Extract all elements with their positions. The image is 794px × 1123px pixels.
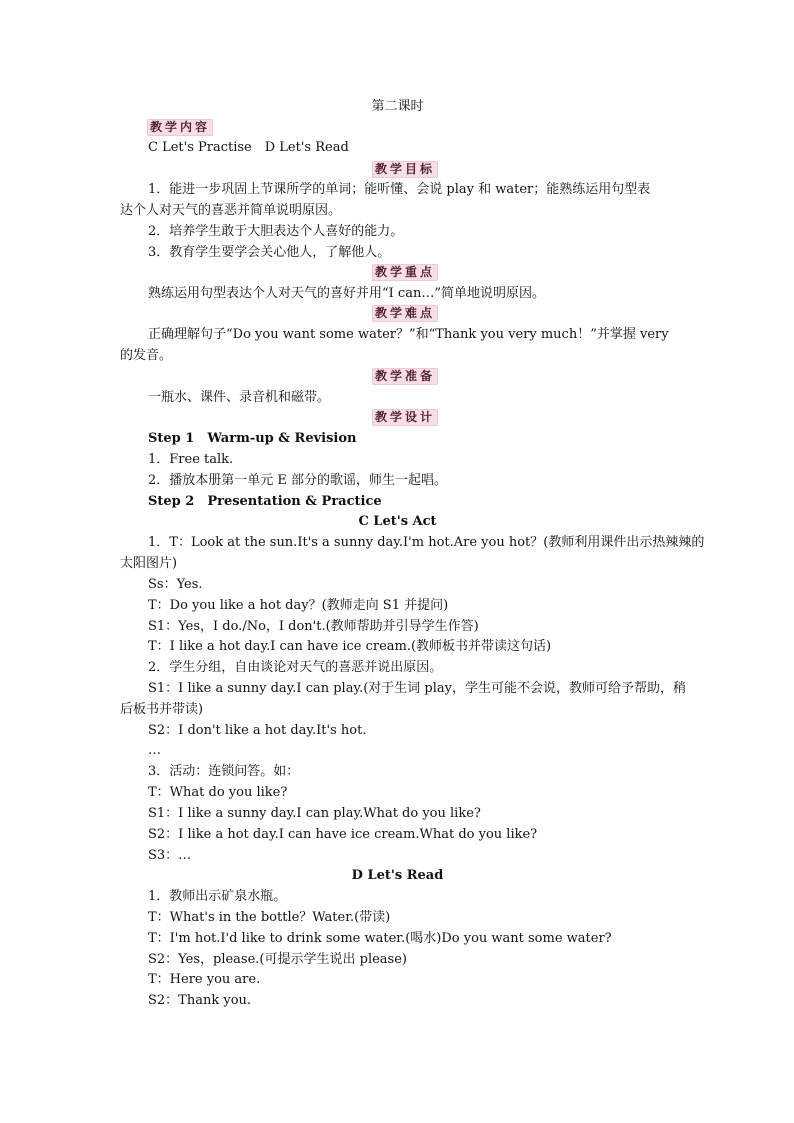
goal-line: 达个人对天气的喜恶并简单说明原因。 xyxy=(120,203,342,218)
difficult-line: 的发音。 xyxy=(120,348,173,363)
c-line: 3．活动：连锁问答。如： xyxy=(148,764,300,779)
section-d-heading: D Let's Read xyxy=(351,868,444,883)
d-line: T：What's in the bottle？Water.(带读) xyxy=(148,910,391,925)
difficult-badge: 教学难点 xyxy=(372,305,438,322)
content-text: C Let's Practise D Let's Read xyxy=(148,140,349,155)
c-line: S1：Yes，I do./No，I don't.(教师帮助并引导学生作答) xyxy=(148,619,479,634)
c-line: 后板书并带读) xyxy=(120,702,204,717)
key-badge: 教学重点 xyxy=(372,264,438,281)
c-line: S2：I don't like a hot day.It's hot. xyxy=(148,723,367,738)
content-badge: 教学内容 xyxy=(147,119,213,136)
step2-heading: Step 2 Presentation & Practice xyxy=(148,494,382,509)
prep-text: 一瓶水、课件、录音机和磁带。 xyxy=(148,390,331,405)
prep-badge: 教学准备 xyxy=(372,368,438,385)
goal-line: 1．能进一步巩固上节课所学的单词；能听懂、会说 play 和 water；能熟练运用句型表 xyxy=(148,182,651,197)
c-line: S1：I like a sunny day.I can play.(对于生词 play，学生可能不会说，教师可给予帮助，稍 xyxy=(148,681,686,696)
section-c-heading: C Let's Act xyxy=(358,514,437,529)
goal-line: 2．培养学生敢于大胆表达个人喜好的能力。 xyxy=(148,224,404,239)
c-line: S1：I like a sunny day.I can play.What do you like? xyxy=(148,806,481,821)
design-badge: 教学设计 xyxy=(372,409,438,426)
step1-item: 2．播放本册第一单元 E 部分的歌谣，师生一起唱。 xyxy=(148,473,448,488)
c-line: … xyxy=(148,743,161,758)
c-line: T：Do you like a hot day？(教师走向 S1 并提问) xyxy=(148,598,449,613)
d-line: T：I'm hot.I'd like to drink some water.(喝水)Do you want some water? xyxy=(148,931,612,946)
c-line: S2：I like a hot day.I can have ice cream.What do you like? xyxy=(148,827,538,842)
c-line: T：I like a hot day.I can have ice cream.(教师板书并带读这句话) xyxy=(148,639,552,654)
d-line: S2：Thank you. xyxy=(148,993,252,1008)
c-line: Ss：Yes. xyxy=(148,577,203,592)
goals-badge: 教学目标 xyxy=(372,161,438,178)
step1-item: 1．Free talk. xyxy=(148,452,234,467)
c-line: 1．T：Look at the sun.It's a sunny day.I'm hot.Are you hot？(教师利用课件出示热辣辣的 xyxy=(148,535,705,550)
d-line: T：Here you are. xyxy=(148,972,261,987)
c-line: 太阳图片) xyxy=(120,556,178,571)
step1-heading: Step 1 Warm-up & Revision xyxy=(148,431,357,446)
goal-line: 3．教育学生要学会关心他人，了解他人。 xyxy=(148,245,391,260)
c-line: S3：… xyxy=(148,848,192,863)
d-line: S2：Yes，please.(可提示学生说出 please) xyxy=(148,952,407,967)
c-line: 2．学生分组，自由谈论对天气的喜恶并说出原因。 xyxy=(148,660,443,675)
c-line: T：What do you like? xyxy=(148,785,288,800)
d-line: 1．教师出示矿泉水瓶。 xyxy=(148,889,287,904)
key-text: 熟练运用句型表达个人对天气的喜好并用“I can…”简单地说明原因。 xyxy=(148,286,545,301)
difficult-line: 正确理解句子“Do you want some water？”和“Thank you very much！”并掌握 very xyxy=(148,327,669,342)
lesson-title: 第二课时 xyxy=(371,99,424,114)
